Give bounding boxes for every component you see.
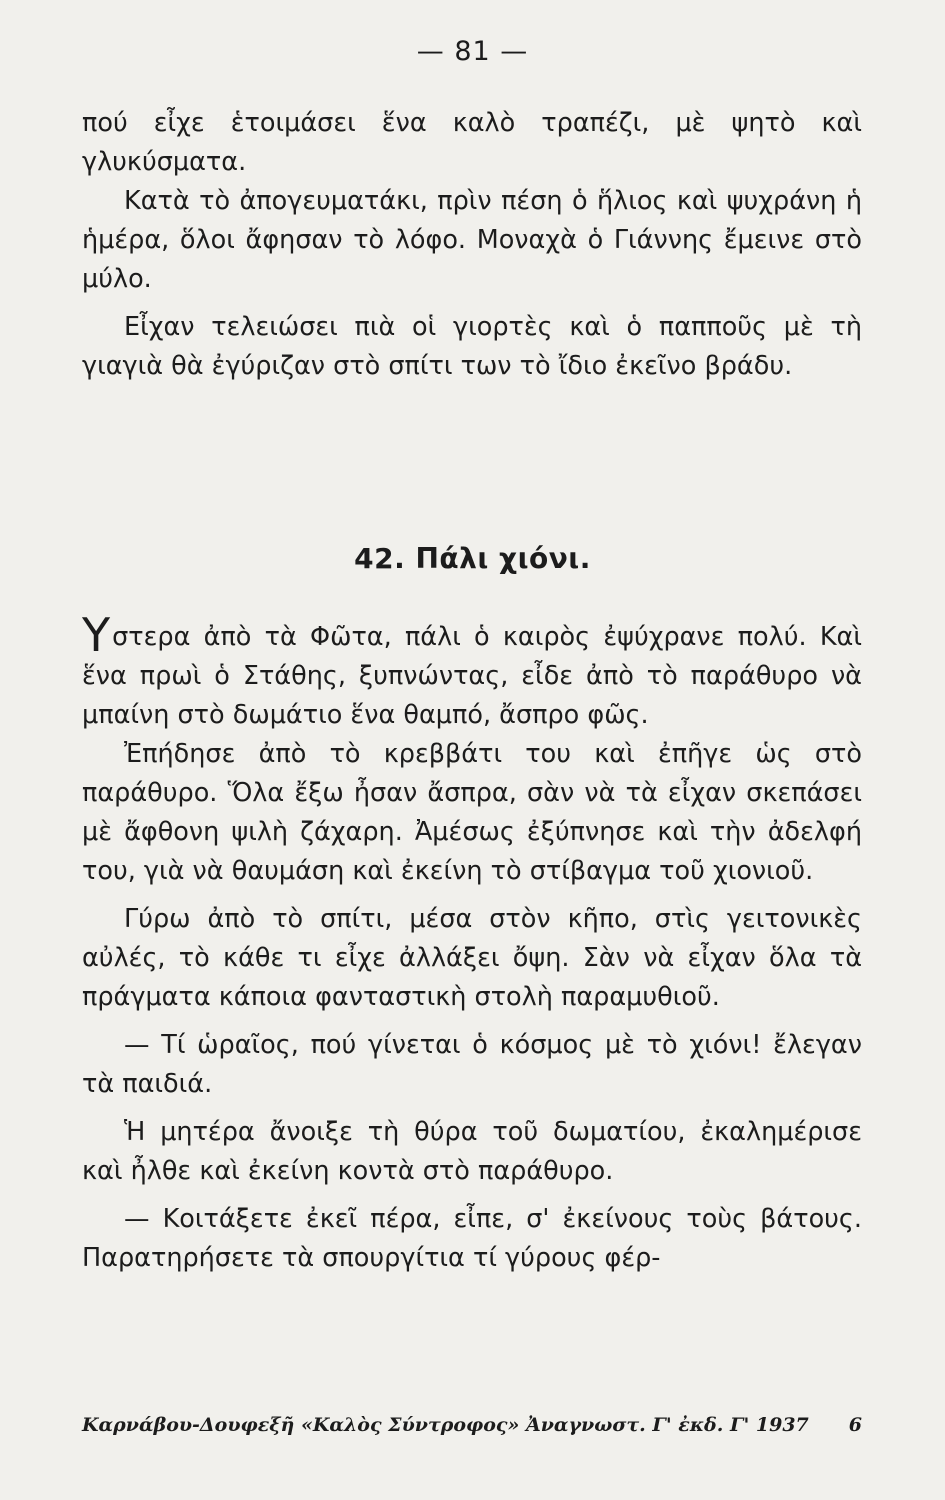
paragraph-dialogue: — Κοιτάξετε ἐκεῖ πέρα, εἶπε, σ' ἐκείνους τοὺς βάτους. Παρατηρήσετε τὰ σπουργίτια τί γύρους φέρ- — [82, 1204, 862, 1273]
text-block-chapter — [82, 608, 862, 1278]
paragraph-first-text: στερα ἀπὸ τὰ Φῶτα, πάλι ὁ καιρὸς ἐψύχρανε πολύ. Καὶ ἕνα πρωὶ ὁ Στάθης, ξυπνώντας, εἶδε ἀπὸ τὸ παράθυρο νὰ μπαίνη στὸ δωμάτιο ἕνα θαμπό, ἄσπρο φῶς. — [82, 622, 862, 730]
chapter-title: 42. Πάλι χιόνι. — [354, 542, 591, 575]
signature-mark: 6 — [848, 1414, 862, 1436]
paragraph: Κατὰ τὸ ἀπογευματάκι, πρὶν πέση ὁ ἥλιος καὶ ψυχράνη ἡ ἡμέρα, ὅλοι ἄφησαν τὸ λόφο. Μοναχὰ ὁ Γιάννης ἔμεινε στὸ μύλο. — [82, 186, 862, 294]
paragraph-dialogue: — Τί ὡραῖος, πού γίνεται ὁ κόσμος μὲ τὸ χιόνι! ἔλεγαν τὰ παιδιά. — [82, 1030, 862, 1099]
paragraph: Γύρω ἀπὸ τὸ σπίτι, μέσα στὸν κῆπο, στὶς γειτονικὲς αὐλές, τὸ κάθε τι εἶχε ἀλλάξει ὄψη. Σὰν νὰ εἶχαν ὅλα τὰ πράγματα κάποια φανταστικὴ στολὴ παραμυθιοῦ. — [82, 904, 862, 1012]
paragraph: Ἡ μητέρα ἄνοιξε τὴ θύρα τοῦ δωματίου, ἐκαλημέρισε καὶ ἦλθε καὶ ἐκείνη κοντὰ στὸ παράθυρο. — [82, 1117, 862, 1186]
text-block-top — [82, 104, 862, 386]
paragraph-first — [82, 608, 862, 735]
paragraph: πού εἶχε ἑτοιμάσει ἕνα καλὸ τραπέζι, μὲ ψητὸ καὶ γλυκύσματα. — [82, 108, 862, 177]
paragraph: Ἐπήδησε ἀπὸ τὸ κρεββάτι του καὶ ἐπῆγε ὡς στὸ παράθυρο. Ὅλα ἔξω ἦσαν ἄσπρα, σὰν νὰ τὰ εἶχαν σκεπάσει μὲ ἄφθονη ψιλὴ ζάχαρη. Ἀμέσως ἐξύπνησε καὶ τὴν ἀδελφή του, γιὰ νὰ θαυμάση καὶ ἐκείνη τὸ στίβαγμα τοῦ χιονιοῦ. — [82, 739, 862, 886]
drop-cap: Υ — [82, 608, 111, 662]
page-number: — 81 — — [416, 36, 529, 67]
paragraph: Εἶχαν τελειώσει πιὰ οἱ γιορτὲς καὶ ὁ παπποῦς μὲ τὴ γιαγιὰ θὰ ἐγύριζαν στὸ σπίτι των τὸ ἴδιο ἐκεῖνο βράδυ. — [82, 312, 862, 381]
footer-citation: Καρνάβου-Δουφεξῆ «Καλὸς Σύντροφος» Ἀναγνωστ. Γ' ἐκδ. Γ' 1937 — [82, 1414, 809, 1436]
page-footer — [82, 1414, 862, 1436]
